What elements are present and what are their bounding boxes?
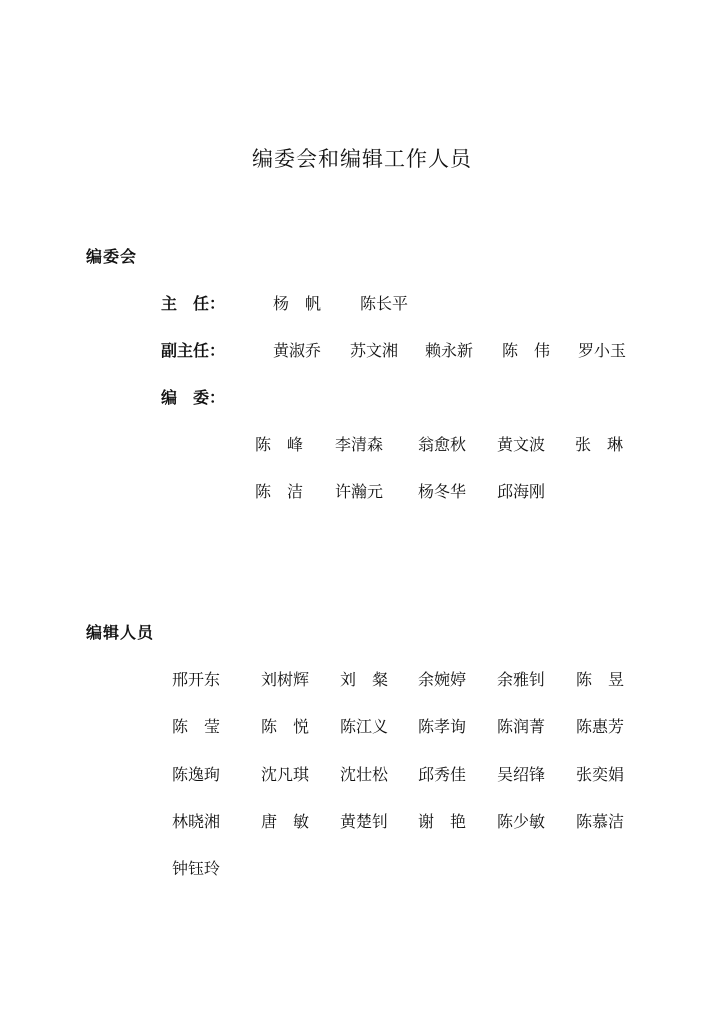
members-label: 编 委： (161, 388, 226, 407)
editor-name: 沈凡琪 (261, 765, 310, 784)
member-name: 邱海刚 (497, 482, 546, 501)
editor-name: 陈惠芳 (576, 717, 625, 736)
deputy-label: 副主任： (161, 341, 226, 360)
editor-name: 陈慕洁 (576, 812, 625, 831)
committee-heading: 编委会 (86, 247, 138, 266)
deputy-name: 罗小玉 (578, 341, 627, 360)
editor-name: 陈孝询 (418, 717, 467, 736)
member-name: 李清森 (335, 435, 384, 454)
editor-name: 刘 粲 (340, 670, 389, 689)
member-name: 陈 洁 (255, 482, 304, 501)
member-name: 许瀚元 (335, 482, 384, 501)
editor-name: 刘树辉 (261, 670, 310, 689)
deputy-name: 黄淑乔 (273, 341, 322, 360)
member-name: 陈 峰 (255, 435, 304, 454)
director-label: 主 任： (161, 294, 226, 313)
editor-name: 邢开东 (172, 670, 221, 689)
deputy-name: 陈 伟 (502, 341, 551, 360)
editor-name: 余雅钊 (497, 670, 546, 689)
editors-heading: 编辑人员 (86, 623, 155, 642)
editor-name: 陈少敏 (497, 812, 546, 831)
member-name: 杨冬华 (418, 482, 467, 501)
editor-name: 余婉婷 (418, 670, 467, 689)
director-name: 杨 帆 (273, 294, 322, 313)
editor-name: 陈 昱 (576, 670, 625, 689)
editor-name: 钟钰玲 (172, 859, 221, 878)
editor-name: 陈 悦 (261, 717, 310, 736)
director-name: 陈长平 (360, 294, 409, 313)
editor-name: 陈江义 (340, 717, 389, 736)
editor-name: 唐 敏 (261, 812, 310, 831)
deputy-name: 苏文湘 (350, 341, 399, 360)
page-title: 编委会和编辑工作人员 (252, 147, 472, 171)
member-name: 黄文波 (497, 435, 546, 454)
editor-name: 邱秀佳 (418, 765, 467, 784)
editor-name: 吴绍锋 (497, 765, 546, 784)
editor-name: 张奕娟 (576, 765, 625, 784)
deputy-name: 赖永新 (425, 341, 474, 360)
editor-name: 黄楚钊 (340, 812, 389, 831)
editor-name: 沈壮松 (340, 765, 389, 784)
editor-name: 陈 莹 (172, 717, 221, 736)
member-name: 翁愈秋 (418, 435, 467, 454)
editor-name: 陈逸珣 (172, 765, 221, 784)
editor-name: 谢 艳 (418, 812, 467, 831)
member-name: 张 琳 (575, 435, 624, 454)
editor-name: 陈润菁 (497, 717, 546, 736)
editor-name: 林晓湘 (172, 812, 221, 831)
